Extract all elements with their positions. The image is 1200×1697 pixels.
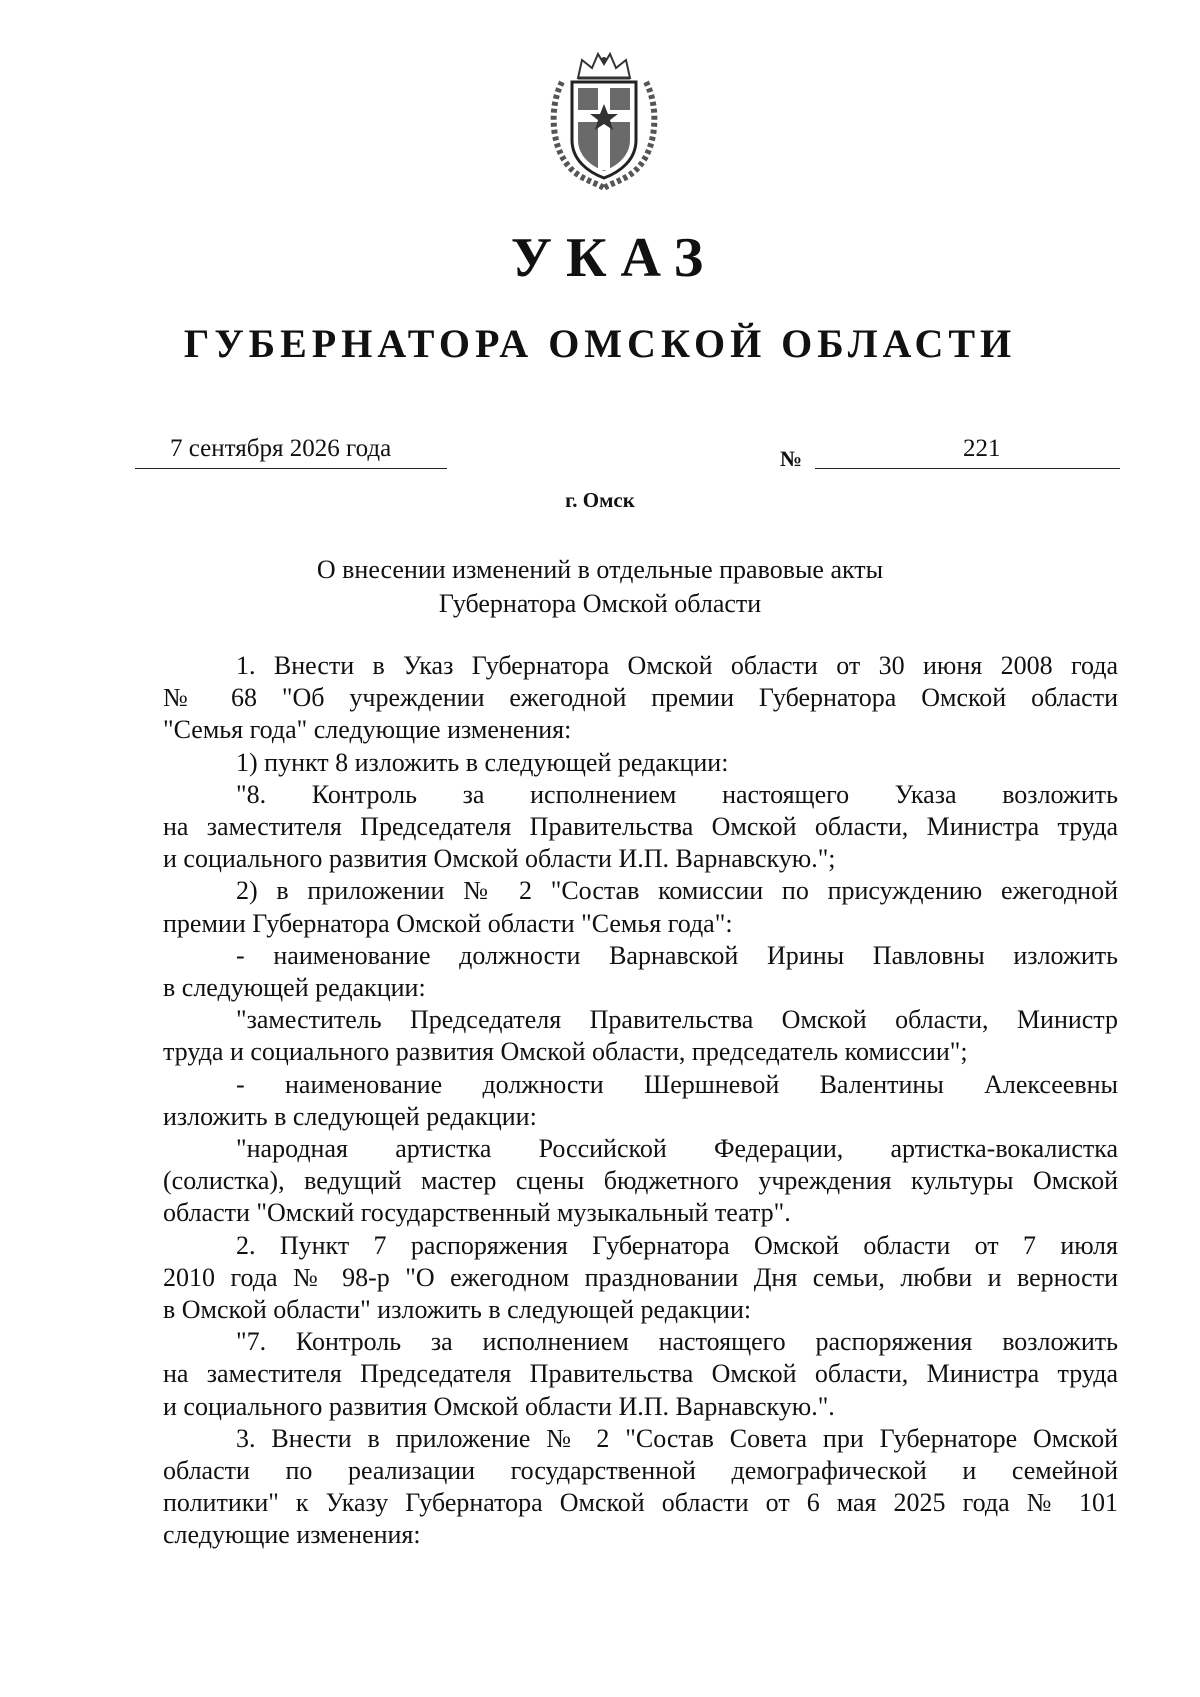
body-line: области "Омский государственный музыкальный театр". <box>163 1198 791 1228</box>
body-line: труда и социального развития Омской области, председатель комиссии"; <box>163 1037 968 1067</box>
document-subject <box>0 553 1200 621</box>
omsk-coat-of-arms-icon <box>540 48 668 190</box>
document-date: 7 сентября 2026 года <box>170 435 392 462</box>
body-line: - наименование должности Варнавской Ирины Павловны изложить <box>236 940 1118 970</box>
subject-line: Губернатора Омской области <box>438 589 762 618</box>
body-line: "Семья года" следующие изменения: <box>163 715 572 745</box>
body-line: 2010 года № 98-р "О ежегодном праздновании Дня семьи, любви и верности <box>163 1262 1118 1292</box>
body-line: на заместителя Председателя Правительства Омской области, Министра труда <box>163 1359 1118 1389</box>
body-line: 2) в приложении № 2 "Состав комиссии по присуждению ежегодной <box>236 876 1118 906</box>
body-line: "7. Контроль за исполнением настоящего распоряжения возложить <box>236 1327 1118 1357</box>
document-body <box>163 650 1118 1552</box>
body-line: изложить в следующей редакции: <box>163 1101 537 1131</box>
body-line: в Омской области" изложить в следующей редакции: <box>163 1295 752 1325</box>
body-line: 1) пункт 8 изложить в следующей редакции: <box>236 747 729 777</box>
body-line: политики" к Указу Губернатора Омской области от 6 мая 2025 года № 101 <box>163 1488 1118 1518</box>
date-field <box>135 432 447 469</box>
document-number: 221 <box>963 435 1001 462</box>
body-line: области по реализации государственной демографической и семейной <box>163 1456 1118 1486</box>
document-issuer: ГУБЕРНАТОРА ОМСКОЙ ОБЛАСТИ <box>183 321 1017 366</box>
body-line: (солистка), ведущий мастер сцены бюджетного учреждения культуры Омской <box>163 1166 1118 1196</box>
body-line: "8. Контроль за исполнением настоящего Указа возложить <box>236 779 1118 809</box>
body-line: в следующей редакции: <box>163 973 426 1003</box>
body-line: № 68 "Об учреждении ежегодной премии Губернатора Омской области <box>163 683 1118 713</box>
body-line: и социального развития Омской области И.П. Варнавскую.". <box>163 1391 835 1421</box>
body-line: и социального развития Омской области И.П. Варнавскую."; <box>163 844 836 874</box>
body-line: следующие изменения: <box>163 1520 421 1550</box>
document-title: УКАЗ <box>510 227 718 289</box>
subject-line: О внесении изменений в отдельные правовые акты <box>316 555 884 584</box>
body-line: 2. Пункт 7 распоряжения Губернатора Омской области от 7 июля <box>236 1230 1118 1260</box>
number-field <box>815 432 1120 469</box>
number-sign: № <box>780 446 803 471</box>
body-line: 1. Внести в Указ Губернатора Омской области от 30 июня 2008 года <box>236 651 1118 680</box>
body-line: "народная артистка Российской Федерации, артистка-вокалистка <box>236 1134 1118 1164</box>
document-city: г. Омск <box>565 488 635 512</box>
body-line: на заместителя Председателя Правительства Омской области, Министра труда <box>163 812 1118 842</box>
body-line: "заместитель Председателя Правительства Омской области, Министр <box>236 1005 1118 1035</box>
body-line: 3. Внести в приложение № 2 "Состав Совета при Губернаторе Омской <box>236 1423 1118 1453</box>
body-line: премии Губернатора Омской области "Семья года": <box>163 908 733 938</box>
body-line: - наименование должности Шершневой Валентины Алексеевны <box>236 1069 1118 1099</box>
